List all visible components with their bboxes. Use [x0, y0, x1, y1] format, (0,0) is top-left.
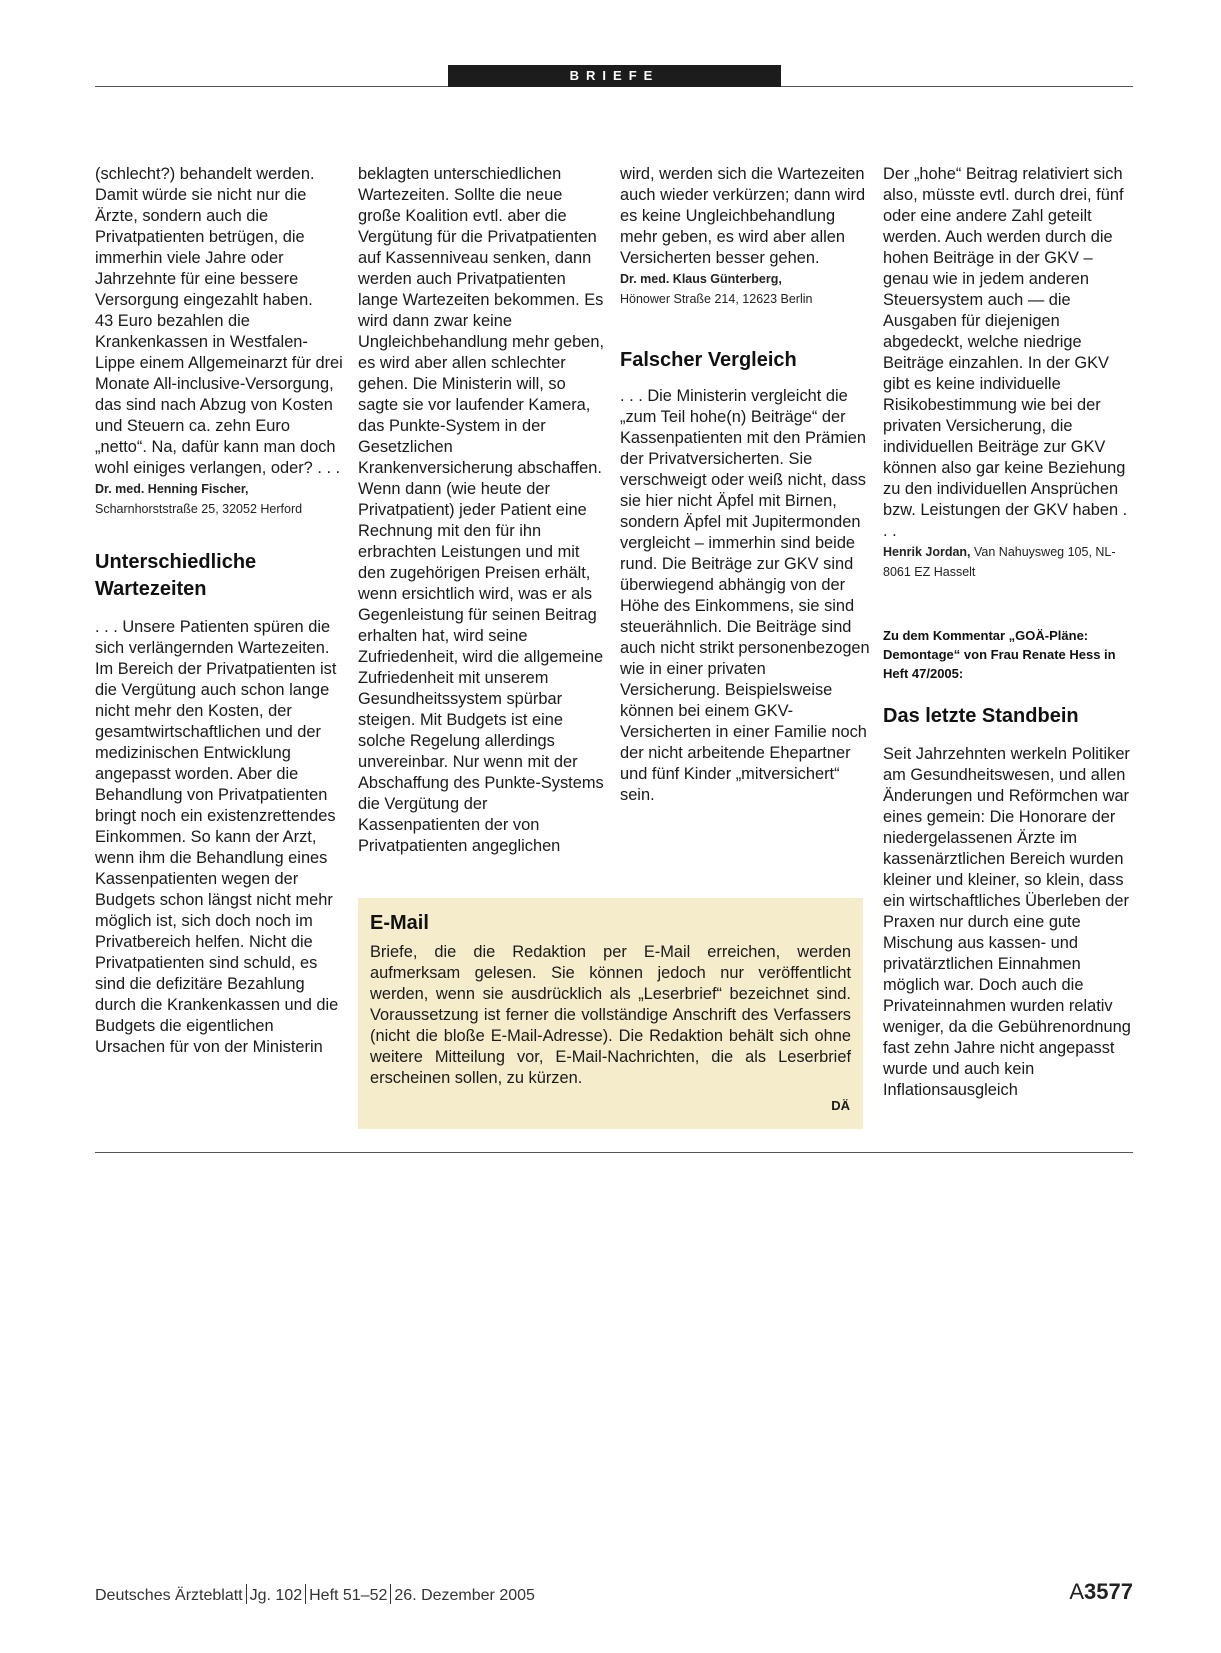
page-prefix: A [1069, 1579, 1085, 1604]
page-number [1069, 1579, 1133, 1605]
author-address: Scharnhorststraße 25, 32052 Herford [95, 502, 303, 516]
email-info-box [358, 898, 863, 1129]
author-name: Dr. med. Henning Fischer, [95, 482, 249, 496]
journal-name: Deutsches Ärzteblatt [95, 1587, 243, 1604]
journal-volume: Jg. 102 [249, 1587, 303, 1604]
email-box-signature: DÄ [831, 1098, 850, 1113]
letter-paragraph: Der „hohe“ Beitrag relativiert sich also, müsste evtl. durch drei, fünf oder eine andere Zahl geteilt werden. Auch werden durch die hohen Beiträge in der GKV – genau wie in jedem anderen Steuersystem auch — die Ausgaben für diejenigen abgedeckt, welche niedrige Beiträge einzahlen. In der GKV gibt es keine individuelle Risikobestimmung wie bei der privaten Versicherung, die individuellen Beiträge zur GKV können also gar keine Beziehung zu den individuellen Ansprüchen bzw. Leistungen der GKV haben . . . [883, 165, 1128, 540]
letter-paragraph: Seit Jahrzehnten werkeln Politiker am Gesundheitswesen, und allen Änderungen und Reförmchen war eines gemein: Die Honorare der niedergelassenen Ärzte im kassenärztlichen Bereich wurden kleiner und kleiner, so klein, dass ein wirtschaftliches Überleben der Praxen nur durch eine gute Mischung aus kassen- und privatärztlichen Einnahmen möglich war. Doch auch die Privateinnahmen wurden relativ weniger, da die Gebührenordnung fast zehn Jahre nicht angepasst wurde und auch kein Inflationsausgleich [883, 745, 1131, 1099]
letter-heading: Falscher Vergleich [620, 349, 797, 371]
author-name: Henrik Jordan, [883, 545, 971, 559]
letter-heading: Das letzte Standbein [883, 705, 1079, 727]
footer-separator [305, 1584, 306, 1604]
letter-paragraph: . . . Die Ministerin vergleicht die „zum Teil hohe(n) Beiträge“ der Kassenpatienten mit den Prämien der Privatversicherten. Sie verschweigt oder weiß nicht, dass sie hier nicht Äpfel mit Birnen, sondern Äpfel mit Jupitermonden vergleicht – immerhin sind beide rund. Die Beiträge zur GKV sind überwiegend abhängig von der Höhe des Einkommens, sie sind steuerähnlich. Die Beiträge sind auch nicht strikt personenbezogen wie in einer privaten Versicherung. Beispielsweise können bei einem GKV-Versicherten in einer Familie noch der nicht arbeitende Ehepartner und fünf Kinder „mitversichert“ sein. [620, 387, 870, 804]
column-4 [883, 164, 1133, 1101]
letter-paragraph: . . . Unsere Patienten spüren die sich verlängernden Wartezeiten. Im Bereich der Privatpatienten ist die Vergütung auch schon lange nicht mehr den Kosten, der gesamtwirtschaftlichen und der medizinischen Entwicklung angepasst worden. Aber die Behandlung von Privatpatienten bringt noch ein existenzrettendes Einkommen. So kann der Arzt, wenn ihm die Behandlung eines Kassenpatienten wegen der Budgets schon längst nicht mehr möglich ist, sich doch noch im Privatbereich helfen. Nicht die Privatpatienten sind schuld, es sind die defizitäre Bezahlung durch die Krankenkassen und die Budgets die eigentlichen Ursachen für von der Ministerin [95, 618, 339, 1056]
author-address: Van Nahuysweg 105, NL-8061 EZ Hasselt [883, 545, 1116, 579]
author-name: Dr. med. Klaus Günterberg, [620, 272, 782, 286]
column-2 [358, 164, 608, 857]
footer-separator [390, 1584, 391, 1604]
author-signature [883, 542, 1133, 582]
letter-paragraph: beklagten unterschiedlichen Wartezeiten. Sollte die neue große Koalition evtl. aber die Vergütung für die Privatpatienten auf Kassenniveau senken, dann werden auch Privatpatienten lange Wartezeiten bekommen. Es wird dann zwar keine Ungleichbehandlung mehr geben, es wird aber allen schlechter gehen. Die Ministerin will, so sagte sie vor laufender Kamera, das Punkte-System in der Gesetzlichen Krankenversicherung abschaffen. Wenn dann (wie heute der Privatpatient) jeder Patient eine Rechnung mit den für ihn erbrachten Leistungen und mit den zugehörigen Preisen erhält, wenn ersichtlich wird, was er als Gegenleistung für seinen Beitrag erhalten hat, wird seine Zufriedenheit, wird die allgemeine Zufriedenheit mit unserem Gesundheitssystem spürbar steigen. Mit Budgets ist eine solche Regelung allerdings unvereinbar. Nur wenn mit der Abschaffung des Punkte-Systems die Vergütung der Kassenpatienten der von Privatpatienten angeglichen [358, 165, 605, 855]
footer-separator [246, 1584, 247, 1604]
author-address: Hönower Straße 214, 12623 Berlin [620, 292, 813, 306]
email-box-text: Briefe, die die Redaktion per E-Mail erreichen, werden aufmerksam gelesen. Sie können jedoch nur veröffentlicht werden, wenn sie ausdrücklich als „Leserbrief“ bezeichnet sind. Voraussetzung ist ferner die vollständige Anschrift des Verfassers (nicht die bloße E-Mail-Adresse). Die Redaktion behält sich ohne weitere Mitteilung vor, E-Mail-Nachrichten, die als Leserbrief erscheinen sollen, zu kürzen. [370, 943, 851, 1087]
letter-paragraph: wird, werden sich die Wartezeiten auch wieder verkürzen; dann wird es keine Ungleichbehandlung mehr geben, es wird aber allen Versicherten besser gehen. [620, 165, 866, 267]
page-footer [95, 1584, 535, 1605]
column-3 [620, 164, 870, 806]
bottom-rule [95, 1152, 1133, 1153]
page-number-value: 3577 [1084, 1579, 1133, 1604]
letter-paragraph: (schlecht?) behandelt werden. Damit würde sie nicht nur die Ärzte, sondern auch die Privatpatienten betrügen, die immerhin viele Jahre oder Jahrzehnte für eine bessere Versorgung eingezahlt haben. [95, 165, 315, 309]
issue-date: 26. Dezember 2005 [394, 1587, 535, 1604]
column-1 [95, 164, 345, 1058]
author-signature [620, 269, 870, 289]
author-signature [95, 479, 345, 499]
section-header: BRIEFE [448, 65, 781, 87]
letter-paragraph: 43 Euro bezahlen die Krankenkassen in Westfalen-Lippe einem Allgemeinarzt für drei Monate All-inclusive-Versorgung, das sind nach Abzug von Kosten und Steuern ca. zehn Euro „netto“. Na, dafür kann man doch wohl einiges verlangen, oder? . . . [95, 312, 343, 477]
journal-issue: Heft 51–52 [309, 1587, 388, 1604]
letter-heading: Unterschiedliche Wartezeiten [95, 551, 257, 600]
email-box-title: E-Mail [370, 912, 429, 934]
comment-reference: Zu dem Kommentar „GOÄ-Pläne: Demontage“ von Frau Renate Hess in Heft 47/2005: [883, 628, 1116, 681]
